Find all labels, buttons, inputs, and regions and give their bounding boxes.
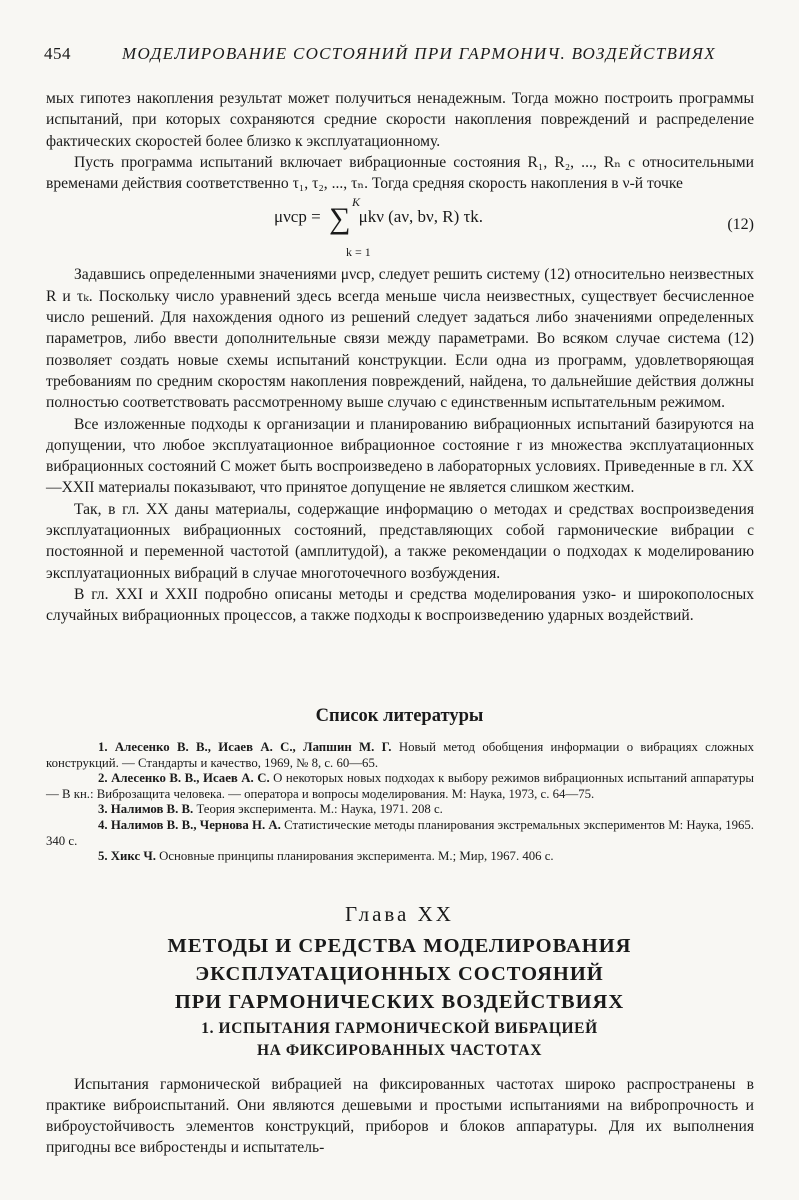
reference-authors: 3. Налимов В. В.: [98, 802, 194, 817]
references-title: Список литературы: [315, 706, 484, 726]
reference-authors: 1. Алесенко В. В., Исаев А. С., Лапшин М. Г.: [98, 740, 392, 754]
reference-item: [46, 771, 754, 802]
section-title-line: НА ФИКСИРОВАННЫХ ЧАСТОТАХ: [256, 1042, 543, 1059]
page-number: 454: [44, 44, 71, 63]
reference-authors: 4. Налимов В. В., Чернова Н. А.: [98, 817, 281, 832]
reference-item: [46, 740, 754, 771]
section-title-line: 1. ИСПЫТАНИЯ ГАРМОНИЧЕСКОЙ ВИБРАЦИЕЙ: [201, 1020, 598, 1037]
paragraph: В гл. XXI и XXII подробно описаны методы и средства моделирования узко- и широкополосных случайных вибрационных процессов, а также подходы к воспроизведению ударных воздействий.: [46, 585, 754, 625]
chapter-title-line: МЕТОДЫ И СРЕДСТВА МОДЕЛИРОВАНИЯ: [167, 935, 632, 957]
paragraph: Пусть программа испытаний включает вибрационные состояния R₁, R₂, ..., Rₙ с относительными временами действия соответственно τ₁, τ₂, ..., τₙ. Тогда средняя скорость накопления в ν-й точке: [46, 153, 754, 193]
sum-lower-limit: k = 1: [346, 245, 371, 260]
reference-text: Новый метод обобщения информации о вибрациях сложных конструкций. — Стандарты и качество, 1969, № 8, с. 60—65.: [46, 740, 754, 770]
formula-lhs: μνср: [274, 207, 307, 227]
reference-text: Теория эксперимента. М.: Наука, 1971. 208 с.: [196, 802, 443, 817]
paragraph: Испытания гармонической вибрацией на фиксированных частотах широко распространены в практике виброиспытаний. Они являются дешевыми и простыми испытаниями на вибропрочность и виброустойчивость элементов конструкций, приборов и блоков аппаратуры. Для их выполнения пригодны все вибростенды и испытатель-: [46, 1076, 754, 1156]
reference-item: [46, 802, 754, 818]
reference-text: Основные принципы планирования эксперимента. М.; Мир, 1967. 406 с.: [159, 849, 554, 864]
reference-authors: 2. Алесенко В. В., Исаев А. С.: [98, 771, 270, 786]
formula-rhs: μkν (aν, bν, R) τk.: [358, 207, 484, 227]
reference-item: [46, 849, 754, 865]
sum-upper-limit: K: [352, 195, 361, 210]
chapter-title-line: ЭКСПЛУАТАЦИОННЫХ СОСТОЯНИЙ: [195, 963, 604, 985]
sum-symbol: ∑: [328, 202, 351, 236]
references-list: [46, 740, 754, 865]
chapter-title: [0, 932, 799, 1016]
section-title: [0, 1018, 799, 1062]
paragraph: мых гипотез накопления результат может получиться ненадежным. Тогда можно построить программы испытаний, при которых сохраняются средние скорости накопления повреждений и распределение фактических скоростей более близко к эксплуатационному.: [46, 90, 754, 150]
chapter-title-line: ПРИ ГАРМОНИЧЕСКИХ ВОЗДЕЙСТВИЯХ: [174, 991, 625, 1013]
chapter-label: Глава XX: [345, 902, 454, 926]
formula-eq: =: [311, 207, 321, 227]
section-text: [46, 1074, 754, 1158]
equation-number: (12): [727, 216, 754, 234]
equation-12: [46, 194, 754, 264]
paragraph: Задавшись определенными значениями μνср, следует решить систему (12) относительно неизвестных R и τₖ. Поскольку число уравнений здесь всегда меньше числа неизвестных, существует бесчисленное число решений. Для нахождения одного из решений следует задаться либо значениями определенных параметров, либо ввести дополнительные связи между параметрами. Во всяком случае система (12) позволяет создать новые схемы испытаний конструкции. Если одна из программ, удовлетворяющая требованиям по средним скоростям накопления повреждений, найдена, то дальнейшие действия должны полностью соответствовать рассмотренному выше случаю с единственным испытательным режимом.: [46, 266, 754, 412]
paragraph: Так, в гл. XX даны материалы, содержащие информацию о методах и средствах воспроизведения эксплуатационных вибрационных состояний, представляющих собой гармонические вибрации с постоянной и переменной частотой (амплитудой), а также рекомендации о подходах к моделированию эксплуатационных вибраций в случае многоточечного возбуждения.: [46, 500, 754, 582]
reference-item: [46, 818, 754, 849]
reference-text: О некоторых новых подходах к выбору режимов вибрационных испытаний аппаратуры — В кн.: Виброзащита человека. — оператора и вопросы моделирования. М: Наука, 1973, с. 64—75.: [46, 771, 755, 801]
main-text: [46, 88, 754, 627]
reference-authors: 5. Хикс Ч.: [98, 849, 156, 864]
running-title: МОДЕЛИРОВАНИЕ СОСТОЯНИЙ ПРИ ГАРМОНИЧ. ВОЗДЕЙСТВИЯХ: [122, 44, 716, 63]
paragraph: Все изложенные подходы к организации и планированию вибрационных испытаний базируются на допущении, что любое эксплуатационное вибрационное состояние r из множества эксплуатационных вибрационных состояний C может быть воспроизведено в лабораторных условиях. Приведенные в гл. XX—XXII материалы показывают, что принятое допущение не является слишком жестким.: [46, 415, 754, 497]
reference-text: Статистические методы планирования экстремальных экспериментов М: Наука, 1965. 340 с.: [46, 817, 754, 848]
